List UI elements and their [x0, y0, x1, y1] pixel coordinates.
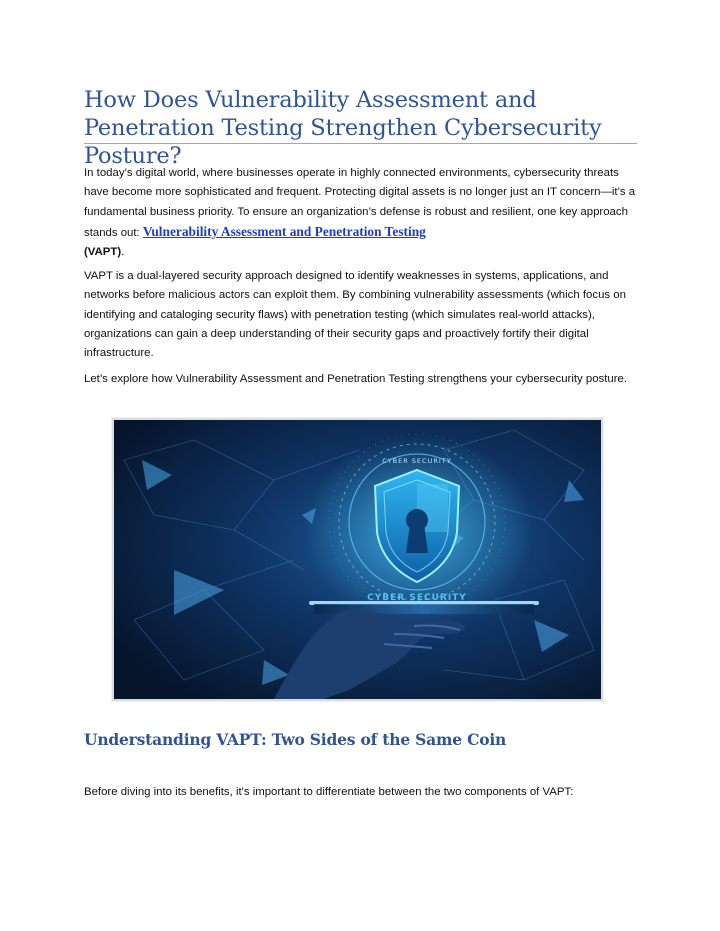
screen-label: CYBER SECURITY [367, 593, 467, 603]
section-heading: Understanding VAPT: Two Sides of the Same Coin [84, 730, 507, 749]
intro-trailing-period: . [121, 246, 125, 259]
page-title: How Does Vulnerability Assessment and Penetration Testing Strengthen Cybersecurity Posture? [84, 87, 602, 169]
vapt-abbreviation: (VAPT) [84, 246, 122, 259]
section-intro-paragraph: Before diving into its benefits, it's important to differentiate between the two components of VAPT: [84, 786, 574, 798]
intro-paragraph [84, 164, 640, 262]
vapt-link[interactable]: Vulnerability Assessment and Penetration Testing [142, 223, 426, 239]
shield-keyhole-icon [114, 420, 601, 699]
arc-label: CYBER SECURITY [382, 457, 452, 465]
intro-text: In today’s digital world, where businesses operate in highly connected environments, cybersecurity threats have become more sophisticated and frequent. Protecting digital assets is no longer just an IT concern—it’s a fundamental business priority. To ensure an organization’s defense is robust and resilient, one key approach stands out: [84, 167, 636, 239]
vapt-paragraph: VAPT is a dual-layered security approach designed to identify weaknesses in systems, applications, and networks before malicious actors can exploit them. By combining vulnerability assessments (which focus on identifying and cataloging security flaws) with penetration testing (which simulates real-world attacks), organizations can gain a deep understanding of their security gaps and proactively fortify their digital infrastructure. [84, 270, 626, 360]
title-divider [84, 143, 637, 144]
explore-paragraph: Let’s explore how Vulnerability Assessment and Penetration Testing strengthens your cybersecurity posture. [84, 373, 628, 385]
cybersecurity-image [112, 418, 603, 701]
